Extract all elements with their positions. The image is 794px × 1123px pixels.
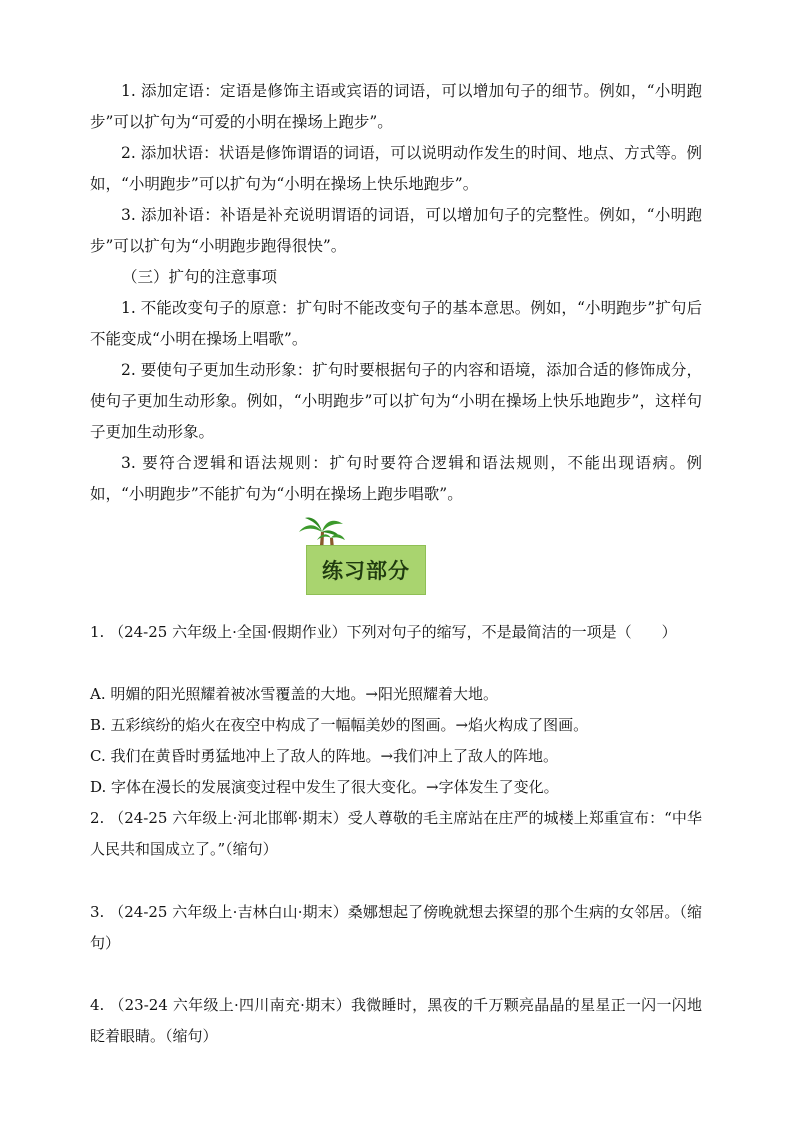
banner-title: 练习部分 <box>322 559 410 583</box>
practice-section-banner <box>306 545 426 595</box>
q1-option-c: C. 我们在黄昏时勇猛地冲上了敌人的阵地。→我们冲上了敌人的阵地。 <box>90 747 559 765</box>
q1-option-d: D. 字体在漫长的发展演变过程中发生了很大变化。→字体发生了变化。 <box>90 778 559 796</box>
q1-option-b: B. 五彩缤纷的焰火在夜空中构成了一幅幅美妙的图画。→焰火构成了图画。 <box>90 716 589 734</box>
question-3: 3. （24-25 六年级上·吉林白山·期末）桑娜想起了傍晚就想去探望的那个生病的女邻居。（缩句） <box>90 903 702 952</box>
section-heading-notes: （三）扩句的注意事项 <box>122 268 278 286</box>
q1-option-a: A. 明媚的阳光照耀着被冰雪覆盖的大地。→阳光照耀着大地。 <box>90 685 498 703</box>
note-vivid: 2. 要使句子更加生动形象：扩句时要根据句子的内容和语境，添加合适的修饰成分，使句子更加生动形象。例如，“小明跑步”可以扩句为“小明在操场上快乐地跑步”，这样句子更加生动形象。 <box>90 361 702 441</box>
rule-attributive: 1. 添加定语：定语是修饰主语或宾语的词语，可以增加句子的细节。例如，“小明跑步”可以扩句为“可爱的小明在操场上跑步”。 <box>90 82 702 131</box>
question-2: 2. （24-25 六年级上·河北邯郸·期末）受人尊敬的毛主席站在庄严的城楼上郑重宣布：“中华人民共和国成立了。”（缩句） <box>90 809 702 858</box>
question-4: 4. （23-24 六年级上·四川南充·期末）我微睡时，黑夜的千万颗亮晶晶的星星正一闪一闪地眨着眼睛。（缩句） <box>90 996 702 1045</box>
note-keep-meaning: 1. 不能改变句子的原意：扩句时不能改变句子的基本意思。例如，“小明跑步”扩句后不能变成“小明在操场上唱歌”。 <box>90 299 702 348</box>
note-grammar: 3. 要符合逻辑和语法规则：扩句时要符合逻辑和语法规则，不能出现语病。例如，“小明跑步”不能扩句为“小明在操场上跑步唱歌”。 <box>90 454 702 503</box>
question-1: 1. （24-25 六年级上·全国·假期作业）下列对句子的缩写，不是最简洁的一项是（ ） <box>90 623 677 641</box>
rule-adverbial: 2. 添加状语：状语是修饰谓语的词语，可以说明动作发生的时间、地点、方式等。例如，“小明跑步”可以扩句为“小明在操场上快乐地跑步”。 <box>90 144 702 193</box>
rule-complement: 3. 添加补语：补语是补充说明谓语的词语，可以增加句子的完整性。例如，“小明跑步”可以扩句为“小明跑步跑得很快”。 <box>90 206 702 255</box>
